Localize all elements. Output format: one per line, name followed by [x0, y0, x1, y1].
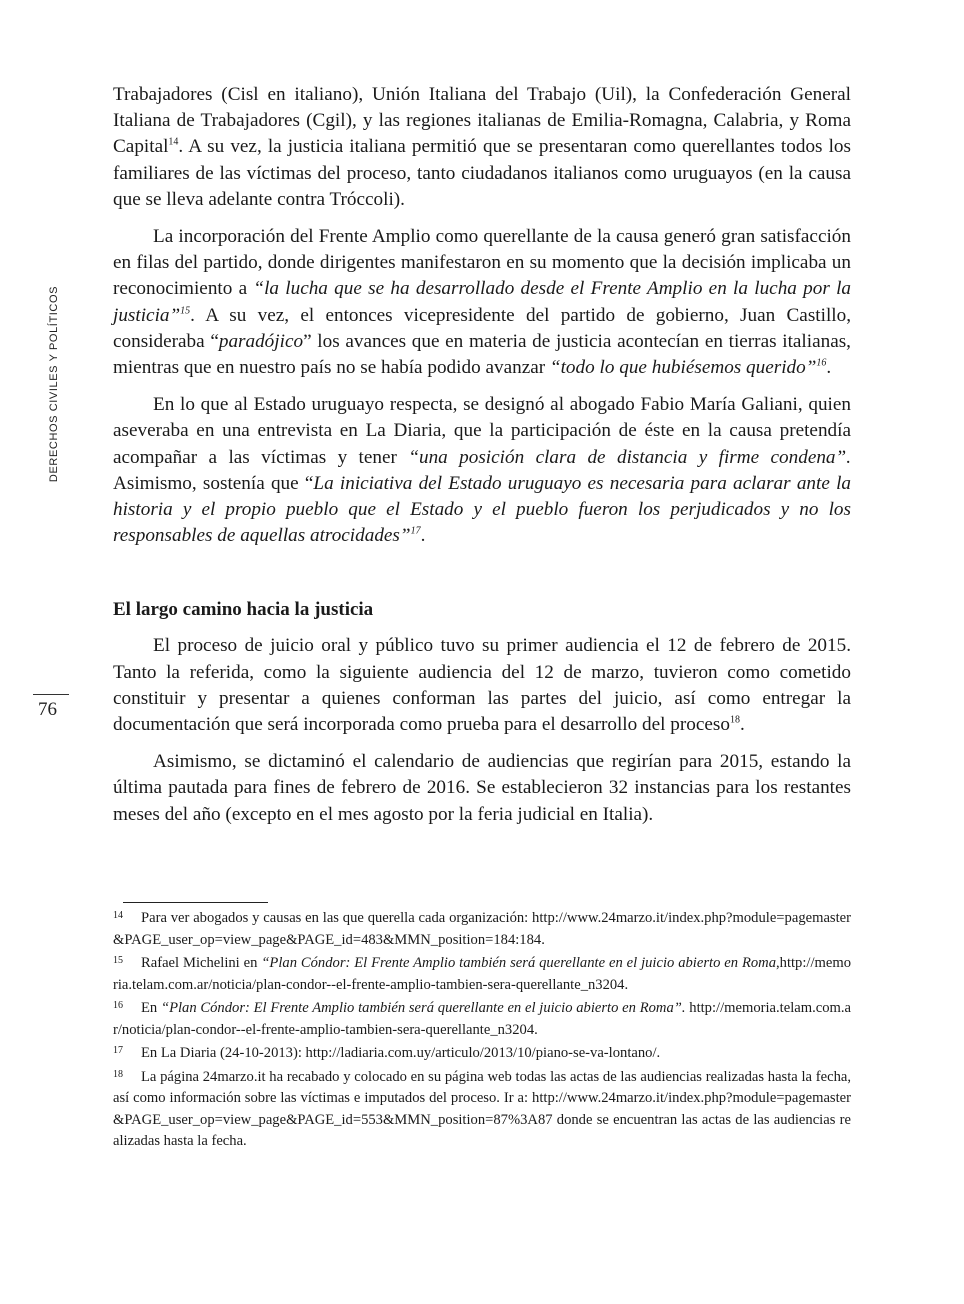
running-section-title: DERECHOS CIVILES Y POLÍTICOS [48, 285, 60, 483]
paragraph-2: La incorporación del Frente Amplio como querellante de la causa generó gran satisfacción en filas del partido, donde dirigentes manifestaron en su momento que la decisión implicaba un reconocimiento a “la lucha que se ha desarrollado desde el Frente Amplio en la lucha por la justicia”$^{15}$. A su vez, el entonces vicepresidente del partido de gobierno, Juan Castillo, consideraba “paradójico” los avances que en materia de justicia acontecían en tierras italianas, mientras que en nuestro país no se había podido avanzar “todo lo que hubiésemos querido”$^{16}$. [113, 226, 851, 379]
paragraph-4: El proceso de juicio oral y público tuvo su primer audiencia el 12 de febrero de 2015. Tanto la referida, como la siguiente audiencia del 12 de marzo, tuvieron como cometido constituir y presentar a quienes conforman las partes del juicio, así como entregar la documentación que será incorporada como prueba para el desarrollo del proceso$^{18}$. [113, 635, 851, 736]
footnote-number: 18 [113, 1068, 123, 1080]
footnote-17: 17 En La Diaria (24-10-2013): http://ladiaria.com.uy/articulo/2013/10/piano-se-va-lontano/. [113, 1045, 661, 1061]
footnote-15: 15 Rafael Michelini en “Plan Cóndor: El Frente Amplio también será querellante en el juicio abierto en Roma,http://memoria.telam.com.ar/noticia/plan-condor--el-frente-amplio-tambien-sera-querellante_n3204. [113, 955, 851, 993]
footnote-ref-18[interactable]: 18 [729, 714, 740, 726]
paragraph-3: En lo que al Estado uruguayo respecta, se designó al abogado Fabio María Galiani, quien aseveraba en una entrevista en La Diaria, que la participación de éste en la causa pretendía acompañar a las víctimas y tener “una posición clara de distancia y firme condena”. Asimismo, sostenía que “La iniciativa del Estado uruguayo es necesaria para aclarar ante la historia y el propio pueblo que el Estado y el pueblo fueron los perjudicados y no los responsables de aquellas atrocidades”$^{17}$. [113, 394, 851, 547]
footnote-18: 18 La página 24marzo.it ha recabado y colocado en su página web todas las actas de las audiencias realizadas hasta la fecha, así como información sobre las víctimas e imputados del proceso. Ir a: http://www.24marzo.it/index.php?module=pagemaster&PAGE_user_op=view_page&PAGE_id=553&MMN_position=87%3A87 donde se encuentran las actas de las audiencias realizadas hasta la fecha. [113, 1068, 851, 1149]
footnote-number: 17 [113, 1045, 123, 1056]
footnote-ref-15[interactable]: 15 [180, 305, 191, 317]
section-heading: El largo camino hacia la justicia [113, 599, 374, 621]
page-number-rule [33, 694, 69, 695]
footnote-14: 14 Para ver abogados y causas en las que querella cada organización: http://www.24marzo.it/index.php?module=pagemaster&PAGE_user_op=view_page&PAGE_id=483&MMN_position=184:184. [113, 910, 851, 948]
page-number: 76 [38, 699, 57, 720]
footnote-number: 14 [113, 910, 123, 921]
footnote-16: 16 En “Plan Cóndor: El Frente Amplio también será querellante en el juicio abierto en Roma”. http://memoria.telam.com.ar/noticia/plan-condor--el-frente-amplio-tambien-sera-querellante_n3204. [113, 1000, 851, 1038]
footnote-ref-16[interactable]: 16 [816, 357, 827, 369]
main-text [113, 82, 851, 828]
footnotes [113, 908, 851, 1155]
footnote-ref-14[interactable]: 14 [168, 137, 179, 149]
footnote-separator [123, 902, 268, 903]
footnote-ref-17[interactable]: 17 [410, 525, 421, 537]
paragraph-5: Asimismo, se dictaminó el calendario de audiencias que regirían para 2015, estando la última pautada para fines de febrero de 2016. Se establecieron 32 instancias para los restantes meses del año (excepto en el mes agosto por la feria judicial en Italia). [113, 751, 851, 825]
paragraph-1: Trabajadores (Cisl en italiano), Unión Italiana del Trabajo (Uil), la Confederación General Italiana de Trabajadores (Cgil), y las regiones italianas de Emilia-Romagna, Calabria, y Roma Capital$^{14}$. A su vez, la justicia italiana permitió que se presentaran como querellantes todos los familiares de las víctimas del proceso, tanto ciudadanos italianos como uruguayos (en la causa que se lleva adelante contra Tróccoli). [113, 84, 851, 210]
footnote-number: 16 [113, 1000, 123, 1011]
footnote-number: 15 [113, 955, 123, 966]
